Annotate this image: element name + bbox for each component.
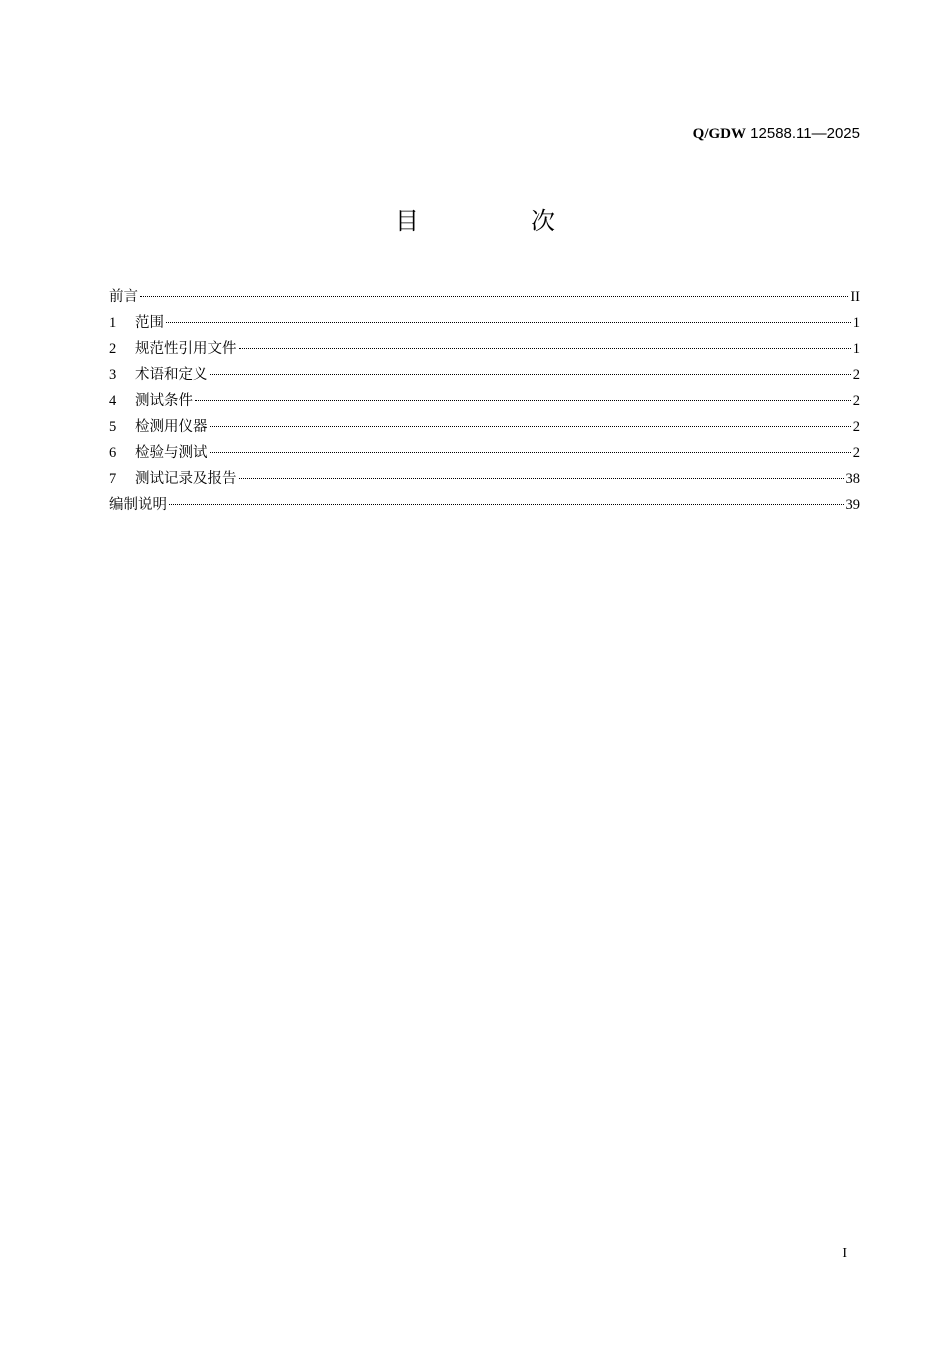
toc-entry-page: 39 [845,497,860,513]
toc-entry-label: 前言 [109,289,138,305]
toc-entry-normative-references[interactable] [109,336,860,362]
toc-entry-compilation-notes[interactable] [109,492,860,518]
toc-leader-dots [210,452,851,453]
toc-entry-number: 6 [109,445,117,461]
toc-entry-page: 2 [852,393,860,409]
toc-entry-number: 2 [109,341,117,357]
toc-entry-terms-definitions[interactable] [109,362,860,388]
toc-entry-label: 检测用仪器 [135,419,208,435]
toc-entry-inspection-testing[interactable] [109,440,860,466]
toc-leader-dots [169,504,844,505]
toc-entry-test-conditions[interactable] [109,388,860,414]
toc-title: 目 次 [395,207,599,235]
toc-entry-number: 7 [109,471,117,487]
toc-leader-dots [239,348,851,349]
toc-entry-label: 编制说明 [109,497,167,513]
toc-entry-instruments[interactable] [109,414,860,440]
toc-entry-foreword[interactable] [109,284,860,310]
toc-entry-number: 3 [109,367,117,383]
toc-entry-label: 测试条件 [135,393,193,409]
standard-prefix: Q/GDW [692,126,746,142]
toc-entry-page: 2 [852,367,860,383]
toc-entry-label: 范围 [135,315,164,331]
toc-entry-records-report[interactable] [109,466,860,492]
toc-entry-label: 测试记录及报告 [135,471,237,487]
toc-entry-page: 38 [845,471,860,487]
toc-leader-dots [239,478,844,479]
toc-entry-label: 检验与测试 [135,445,208,461]
table-of-contents [109,284,860,518]
toc-leader-dots [195,400,851,401]
toc-entry-page: 1 [852,341,860,357]
toc-entry-page: II [850,289,860,305]
toc-entry-number: 5 [109,419,117,435]
standard-number: 12588.11—2025 [750,125,860,142]
page-number: I [842,1246,847,1261]
toc-entry-label: 术语和定义 [135,367,208,383]
toc-entry-scope[interactable] [109,310,860,336]
toc-entry-page: 1 [852,315,860,331]
toc-entry-number: 4 [109,393,117,409]
toc-leader-dots [210,426,851,427]
toc-leader-dots [140,296,848,297]
toc-leader-dots [210,374,851,375]
standard-code [693,124,860,144]
toc-leader-dots [166,322,851,323]
toc-entry-number: 1 [109,315,117,331]
toc-entry-label: 规范性引用文件 [135,341,237,357]
toc-entry-page: 2 [852,419,860,435]
toc-entry-page: 2 [852,445,860,461]
